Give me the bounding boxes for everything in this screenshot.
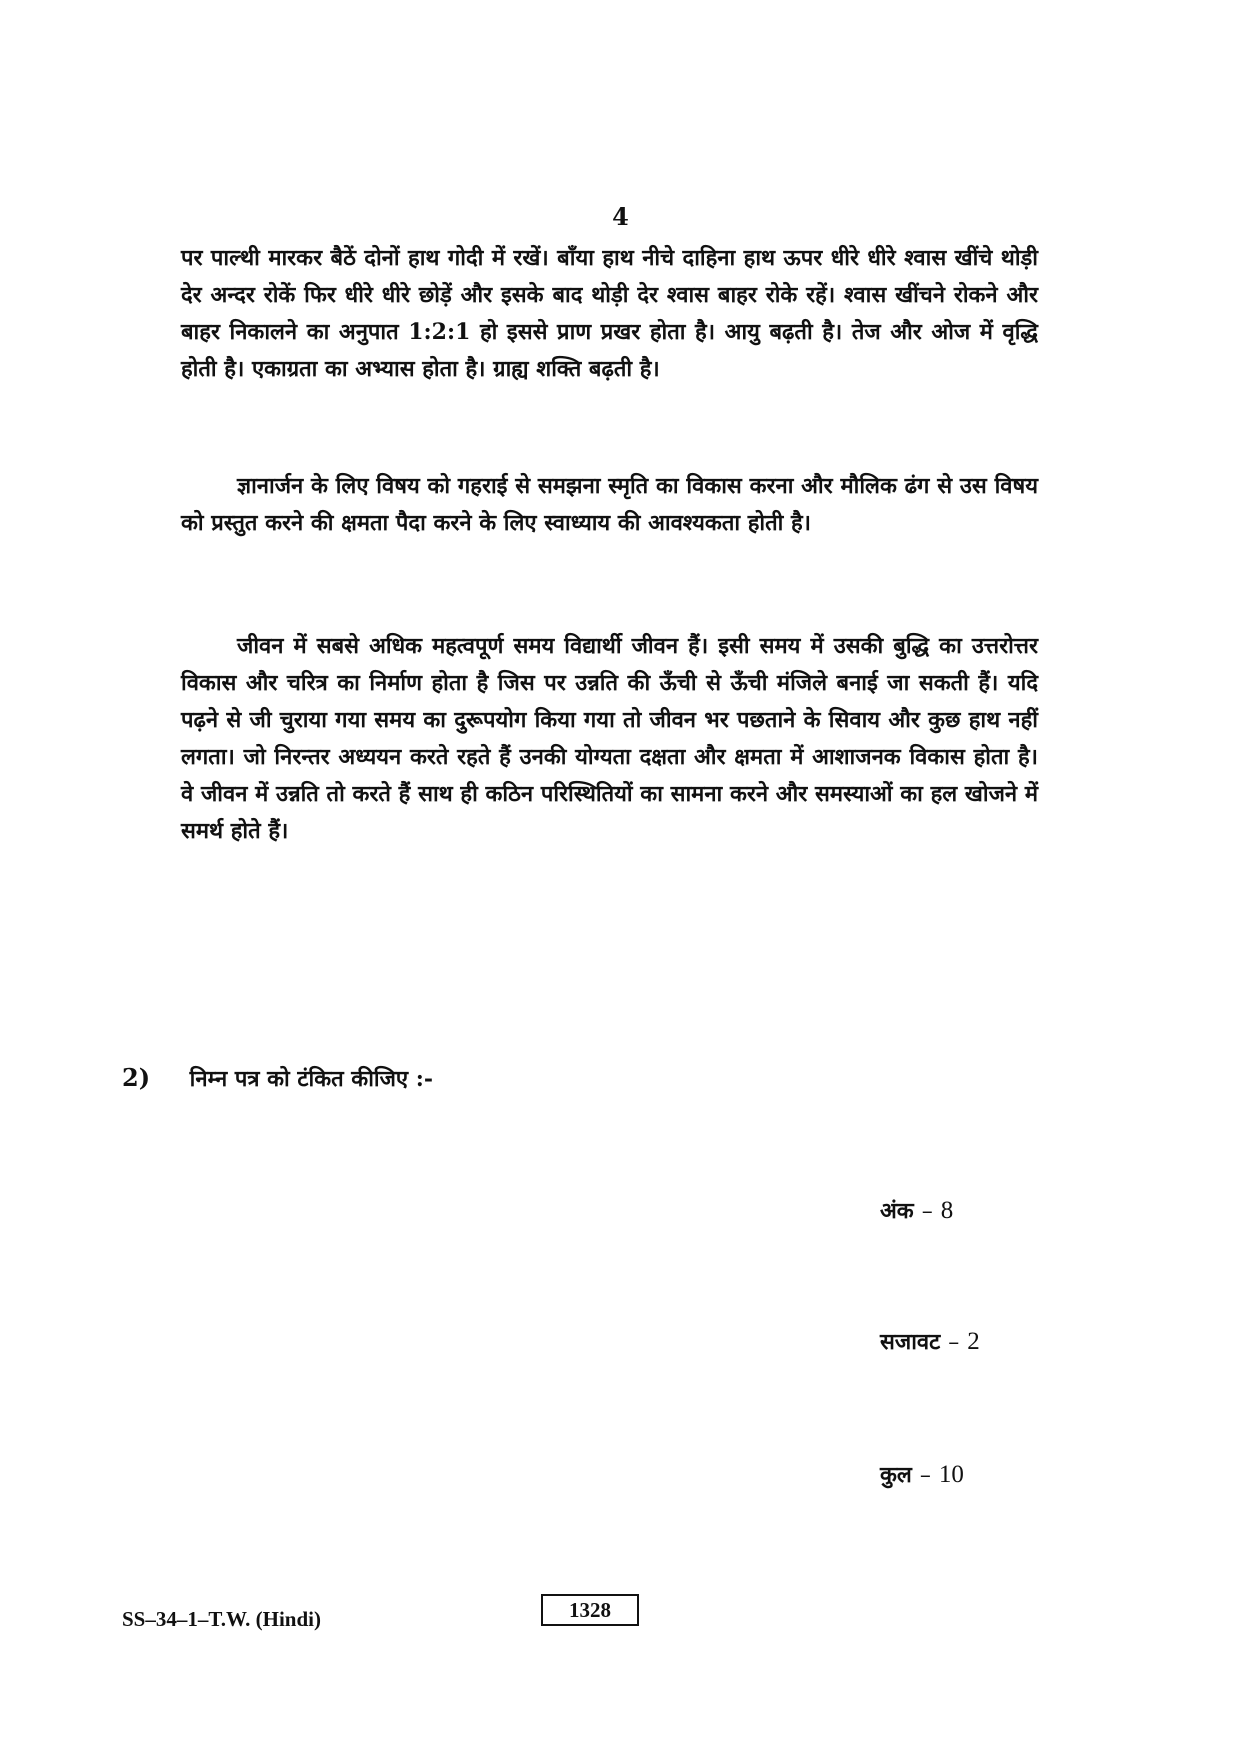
page-number: 4 <box>612 202 629 231</box>
question-2 <box>122 1063 433 1093</box>
marks-dash: – <box>921 1199 933 1224</box>
marks-ank <box>880 1195 953 1225</box>
paragraph-vidyarthi-jeevan: जीवन में सबसे अधिक महत्वपूर्ण समय विद्यार्थी जीवन हैं। इसी समय में उसकी बुद्धि का उत्तरोत्तर विकास और चरित्र का निर्माण होता है जिस पर उन्नति की ऊँची से ऊँची मंजिले बनाई जा सकती हैं। यदि पढ़ने से जी चुराया गया समय का दुरूपयोग किया गया तो जीवन भर पछताने के सिवाय और कुछ हाथ नहीं लगता। जो निरन्तर अध्ययन करते रहते हैं उनकी योग्यता दक्षता और क्षमता में आशाजनक विकास होता है। वे जीवन में उन्नति तो करते हैं साथ ही कठिन परिस्थितियों का सामना करने और समस्याओं का हल खोजने में समर्थ होते हैं। <box>181 633 1038 844</box>
marks-label: कुल <box>880 1462 912 1488</box>
marks-dash: – <box>948 1330 960 1355</box>
paragraph-pranayam: पर पाल्थी मारकर बैठें दोनों हाथ गोदी में रखें। बाँया हाथ नीचे दाहिना हाथ ऊपर धीरे धीरे श्वास खींचे थोड़ी देर अन्दर रोकें फिर धीरे धीरे छोड़ें और इसके बाद थोड़ी देर श्वास बाहर रोके रहें। श्वास खींचने रोकने और बाहर निकालने का अनुपात 1:2:1 हो इससे प्राण प्रखर होता है। आयु बढ़ती है। तेज और ओज में वृद्धि होती है। एकाग्रता का अभ्यास होता है। ग्राह्य शक्ति बढ़ती है। <box>181 245 1038 382</box>
footer-page-box: 1328 <box>541 1594 639 1626</box>
marks-value: 8 <box>940 1197 954 1224</box>
marks-sajavat <box>880 1326 980 1356</box>
question-text: निम्न पत्र को टंकित कीजिए :- <box>189 1066 433 1092</box>
marks-label: सजावट <box>880 1329 941 1355</box>
footer-paper-code: SS–34–1–T.W. (Hindi) <box>122 1607 321 1631</box>
question-number: 2) <box>122 1063 151 1092</box>
paragraph-gyanarjan: ज्ञानार्जन के लिए विषय को गहराई से समझना स्मृति का विकास करना और मौलिक ढंग से उस विषय को प्रस्तुत करने की क्षमता पैदा करने के लिए स्वाध्याय की आवश्यकता होती है। <box>181 473 1038 536</box>
marks-value: 10 <box>938 1461 964 1488</box>
marks-label: अंक <box>880 1198 914 1224</box>
marks-kul <box>880 1459 964 1489</box>
marks-value: 2 <box>967 1328 980 1355</box>
marks-dash: – <box>919 1463 931 1488</box>
